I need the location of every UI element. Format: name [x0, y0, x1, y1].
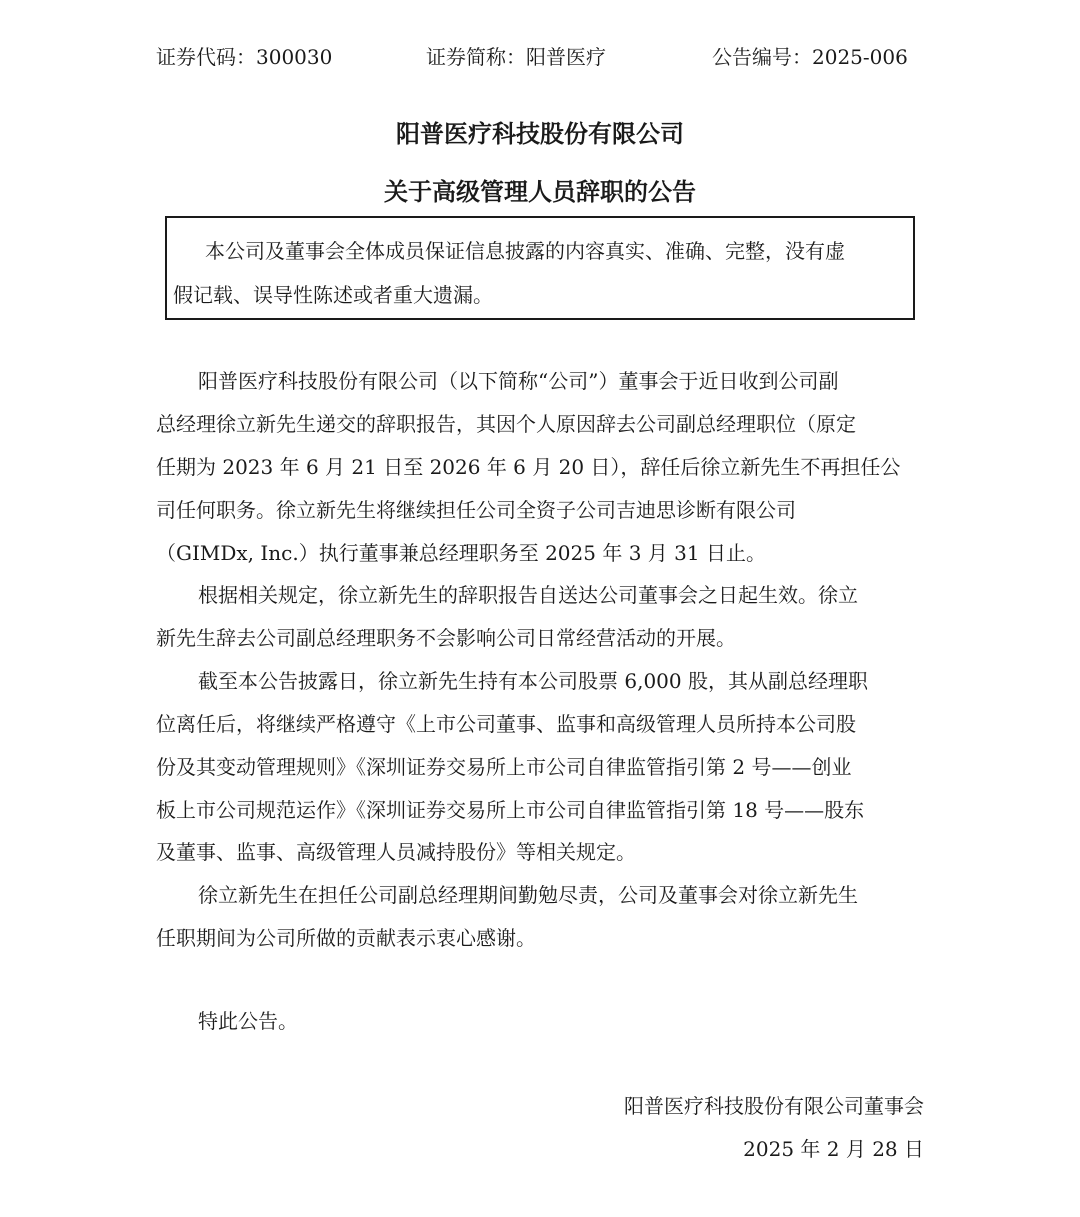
paragraph-1-line: （GIMDx, Inc.）执行董事兼总经理职务至 2025 年 3 月 31 日止。	[156, 541, 766, 565]
paragraph-1-line: 总经理徐立新先生递交的辞职报告，其因个人原因辞去公司副总经理职位（原定	[156, 412, 856, 436]
paragraph-3-line: 截至本公告披露日，徐立新先生持有本公司股票 6,000 股，其从副总经理职	[198, 669, 868, 693]
paragraph-4-line: 徐立新先生在担任公司副总经理期间勤勉尽责，公司及董事会对徐立新先生	[198, 883, 858, 907]
document-header	[156, 42, 916, 72]
notice-line: 假记载、误导性陈述或者重大遗漏。	[173, 283, 493, 307]
paragraph-1-line: 任期为 2023 年 6 月 21 日至 2026 年 6 月 20 日），辞任后徐立新先生不再担任公	[156, 455, 901, 479]
paragraph-3-line: 及董事、监事、高级管理人员减持股份》等相关规定。	[156, 840, 636, 864]
paragraph-3-line: 板上市公司规范运作》《深圳证券交易所上市公司自律监管指引第 18 号——股东	[156, 798, 865, 822]
stock-code: 证券代码：300030	[156, 45, 333, 69]
stock-short-name: 证券简称：阳普医疗	[426, 45, 606, 69]
company-title: 阳普医疗科技股份有限公司	[396, 120, 684, 148]
disclosure-notice-box	[165, 216, 915, 320]
announcement-date: 2025 年 2 月 28 日	[743, 1137, 924, 1161]
notice-line: 本公司及董事会全体成员保证信息披露的内容真实、准确、完整，没有虚	[205, 239, 845, 263]
paragraph-3-line: 位离任后，将继续严格遵守《上市公司董事、监事和高级管理人员所持本公司股	[156, 712, 856, 736]
board-signature: 阳普医疗科技股份有限公司董事会	[624, 1094, 924, 1118]
paragraph-3-line: 份及其变动管理规则》《深圳证券交易所上市公司自律监管指引第 2 号——创业	[156, 755, 852, 779]
announcement-number: 公告编号：2025-006	[712, 45, 908, 69]
paragraph-2-line: 根据相关规定，徐立新先生的辞职报告自送达公司董事会之日起生效。徐立	[198, 583, 858, 607]
paragraph-2-line: 新先生辞去公司副总经理职务不会影响公司日常经营活动的开展。	[156, 626, 736, 650]
announcement-title: 关于高级管理人员辞职的公告	[384, 178, 696, 206]
paragraph-1-line: 阳普医疗科技股份有限公司（以下简称“公司”）董事会于近日收到公司副	[198, 369, 839, 393]
closing-statement: 特此公告。	[198, 1009, 298, 1033]
paragraph-4-line: 任职期间为公司所做的贡献表示衷心感谢。	[156, 926, 536, 950]
paragraph-1-line: 司任何职务。徐立新先生将继续担任公司全资子公司吉迪思诊断有限公司	[156, 498, 796, 522]
